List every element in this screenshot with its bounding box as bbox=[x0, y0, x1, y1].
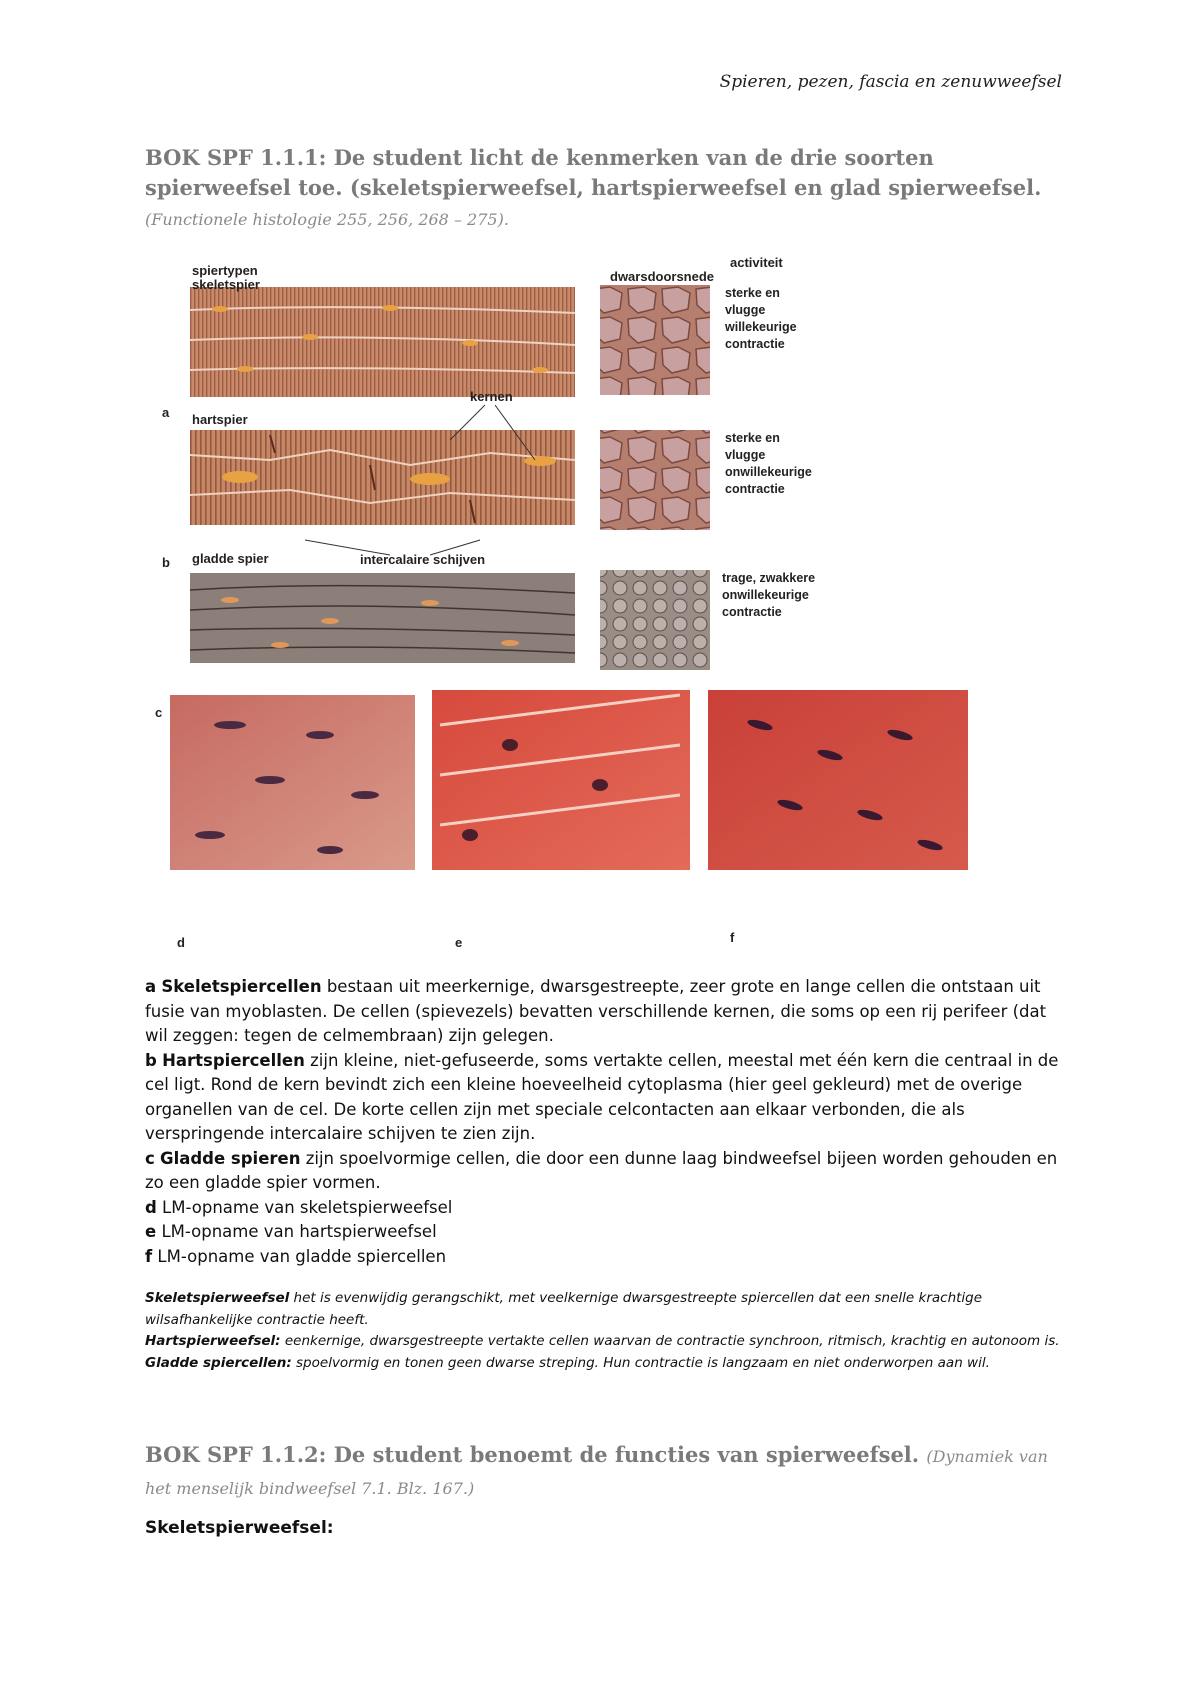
heart-cross-section bbox=[600, 430, 710, 530]
caption-b: b Hartspiercellen zijn kleine, niet-gefuseerde, soms vertakte cellen, meestal met één kern die centraal in de cel ligt. Rond de kern bevindt zich een kleine hoeveelheid cytoplasma (hier geel gekleurd) met de overige organellen van de cel. De korte cellen zijn met speciale celcontacten aan elkaar verbonden, die als verspringende intercalaire schijven te zien zijn. bbox=[145, 1050, 1059, 1143]
figure-letter-d: d bbox=[177, 935, 185, 950]
section-heading-2-text: BOK SPF 1.1.2: De student benoemt de functies van spierweefsel. bbox=[145, 1442, 920, 1467]
activity-b: sterke en vlugge onwillekeurige contractie bbox=[725, 431, 812, 496]
lm-photo-heart bbox=[432, 690, 690, 870]
figure-letter-c: c bbox=[155, 705, 163, 720]
caption-d: d LM-opname van skeletspierweefsel bbox=[145, 1197, 453, 1217]
figure-letter-f: f bbox=[730, 930, 735, 945]
label-dwarsdoorsnede: dwarsdoorsnede bbox=[610, 269, 715, 284]
caption-c: c Gladde spieren zijn spoelvormige cellen, die door een dunne laag bindweefsel bijeen worden gehouden en zo een gladde spier vormen. bbox=[145, 1148, 1058, 1192]
activity-a: sterke en vlugge willekeurige contractie bbox=[725, 286, 797, 351]
summary-skeletal: Skeletspierweefsel het is evenwijdig gerangschikt, met veelkernige dwarsgestreepte spiercellen dat een snelle krachtige wilsafhankelijke contractie heeft. bbox=[145, 1290, 983, 1328]
figure-letter-a: a bbox=[162, 405, 170, 420]
section-heading-1-reference: (Functionele histologie 255, 256, 268 – 275). bbox=[145, 210, 509, 229]
muscle-illustration bbox=[150, 255, 1030, 955]
label-skeletspier: skeletspier bbox=[192, 277, 260, 292]
label-gladde-spier: gladde spier bbox=[192, 551, 269, 566]
caption-f: f LM-opname van gladde spiercellen bbox=[145, 1246, 447, 1266]
smooth-muscle-drawing bbox=[190, 573, 575, 663]
summary-heart: Hartspierweefsel: eenkernige, dwarsgestreepte vertakte cellen waarvan de contractie synchroon, ritmisch, krachtig en autonoom is. bbox=[145, 1333, 1060, 1349]
smooth-cross-section bbox=[600, 570, 710, 670]
section-heading-1 bbox=[145, 143, 1065, 235]
section-heading-2 bbox=[145, 1440, 1065, 1504]
lm-photo-skeletal bbox=[170, 695, 415, 870]
label-activiteit: activiteit bbox=[730, 255, 783, 270]
label-intercalaire-schijven: intercalaire schijven bbox=[360, 552, 486, 567]
caption-a: a Skeletspiercellen bestaan uit meerkernige, dwarsgestreepte, zeer grote en lange cellen die ontstaan uit fusie van myoblasten. De cellen (spievezels) bevatten verschillende kernen, die soms op een rij perifeer (dat wil zeggen: tegen de celmembraan) zijn gelegen. bbox=[145, 977, 1047, 1045]
running-header: Spieren, pezen, fascia en zenuwweefsel bbox=[719, 72, 1062, 92]
section-heading-2-reference: (Dynamiek van het menselijk bindweefsel 7.1. Blz. 167.) bbox=[145, 1447, 1048, 1498]
heart-muscle-drawing bbox=[190, 430, 575, 525]
label-spiertypen: spiertypen bbox=[192, 263, 258, 278]
summary-smooth: Gladde spiercellen: spoelvormig en tonen geen dwarse streping. Hun contractie is langzaam en niet onderworpen aan wil. bbox=[145, 1354, 990, 1371]
summary-block bbox=[145, 1288, 1065, 1374]
section-heading-1-text: BOK SPF 1.1.1: De student licht de kenmerken van de drie soorten spierweefsel toe. (skeletspierweefsel, hartspierweefsel en glad spierweefsel. bbox=[145, 145, 1042, 200]
figure-caption bbox=[145, 975, 1065, 1269]
figure-letter-e: e bbox=[455, 935, 463, 950]
skeletal-cross-section bbox=[600, 285, 710, 395]
caption-e: e LM-opname van hartspierweefsel bbox=[145, 1222, 437, 1241]
subheading-skeletspierweefsel: Skeletspierweefsel: bbox=[145, 1518, 334, 1538]
label-hartspier: hartspier bbox=[192, 412, 248, 427]
label-kernen: kernen bbox=[470, 389, 513, 404]
muscle-types-figure bbox=[150, 255, 1030, 955]
activity-c: trage, zwakkere onwillekeurige contractie bbox=[722, 571, 816, 619]
figure-letter-b: b bbox=[162, 555, 170, 570]
skeletal-muscle-drawing bbox=[190, 287, 575, 397]
